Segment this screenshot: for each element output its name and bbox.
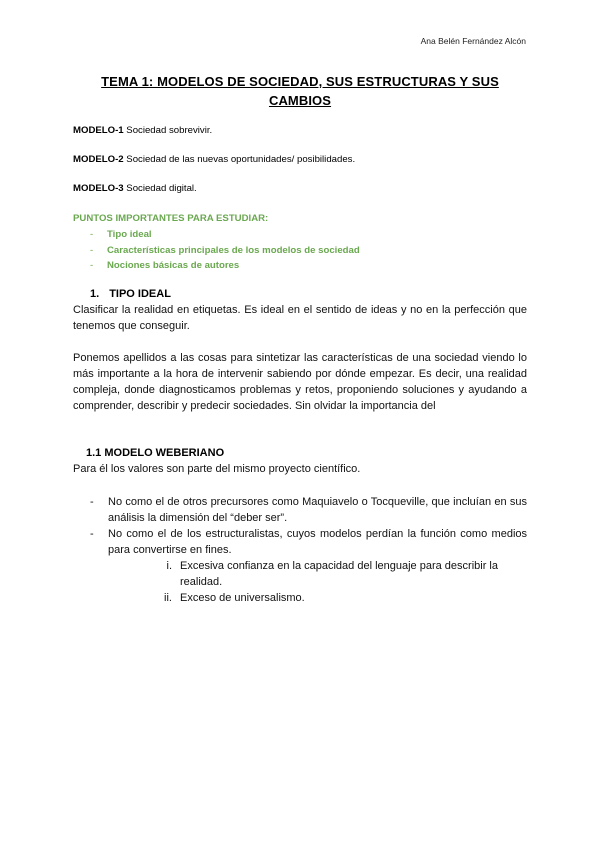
model-label: MODELO-3 bbox=[73, 183, 124, 194]
model-text: Sociedad sobrevivir. bbox=[123, 125, 213, 136]
paragraph: Ponemos apellidos a las cosas para sintetizar las características de una sociedad viendo lo más importante a la hora de intervenir sabiendo por dónde empezar. Es decir, una realidad compleja, donde diagnosticamos problemas y retos, proponiendo soluciones y ayudando a comprender, describir y predecir sociedades. Sin olvidar la importancia del bbox=[73, 352, 527, 412]
dash-list bbox=[90, 494, 527, 558]
list-text: Excesiva confianza en la capacidad del lenguaje para describir la realidad. bbox=[180, 560, 498, 588]
list-item bbox=[150, 590, 527, 606]
model-line-2 bbox=[73, 154, 355, 165]
list-number: ii. bbox=[164, 592, 172, 604]
subsection-heading: 1.1 MODELO WEBERIANO bbox=[86, 447, 225, 459]
list-text: Exceso de universalismo. bbox=[180, 592, 305, 604]
list-item: - Nociones básicas de autores bbox=[90, 258, 360, 274]
list-item bbox=[150, 558, 527, 590]
list-number: i. bbox=[166, 560, 172, 572]
important-heading: PUNTOS IMPORTANTES PARA ESTUDIAR: bbox=[73, 213, 269, 224]
model-label: MODELO-2 bbox=[73, 154, 124, 165]
list-item: - Tipo ideal bbox=[90, 227, 360, 243]
model-text: Sociedad digital. bbox=[123, 183, 197, 194]
paragraph: Para él los valores son parte del mismo proyecto científico. bbox=[73, 463, 361, 475]
important-list bbox=[90, 227, 360, 274]
model-text: Sociedad de las nuevas oportunidades/ posibilidades. bbox=[123, 154, 356, 165]
model-line-3 bbox=[73, 183, 197, 194]
section-title: TIPO IDEAL bbox=[109, 288, 171, 300]
document-title: TEMA 1: MODELOS DE SOCIEDAD, SUS ESTRUCTURAS Y SUS CAMBIOS bbox=[101, 74, 499, 108]
section-number: 1. bbox=[90, 288, 100, 300]
section-heading bbox=[90, 288, 171, 300]
header-author: Ana Belén Fernández Alcón bbox=[420, 36, 526, 46]
model-line-1 bbox=[73, 125, 212, 136]
roman-list bbox=[150, 558, 527, 606]
list-item: - Características principales de los modelos de sociedad bbox=[90, 243, 360, 259]
list-item: - No como el de los estructuralistas, cuyos modelos perdían la función como medios para convertirse en fines. bbox=[90, 526, 527, 558]
paragraph: Clasificar la realidad en etiquetas. Es ideal en el sentido de ideas y no en la perfección que tenemos que conseguir. bbox=[73, 304, 527, 332]
list-item: - No como el de otros precursores como Maquiavelo o Tocqueville, que incluían en sus análisis la dimensión del “deber ser”. bbox=[90, 494, 527, 526]
model-label: MODELO-1 bbox=[73, 125, 124, 136]
